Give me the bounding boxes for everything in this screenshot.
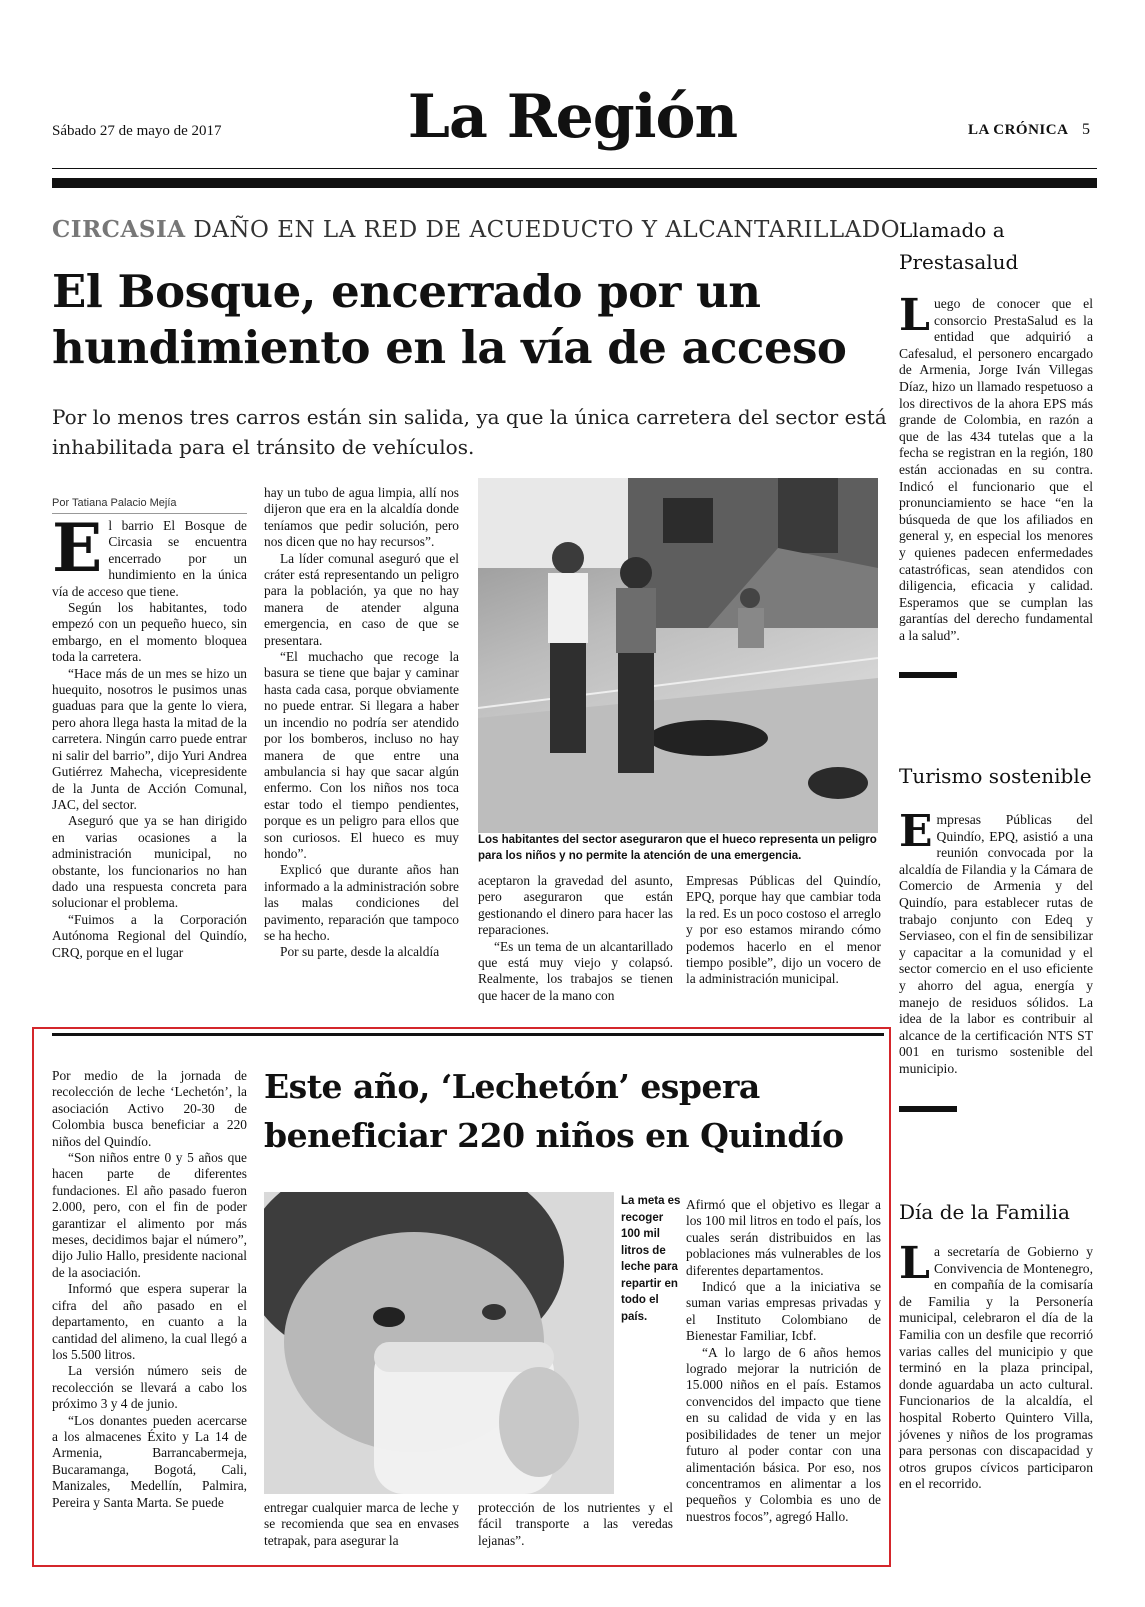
paragraph: Afirmó que el objetivo es llegar a los 100 mil litros en todo el país, los cuales serán distribuidos en las poblaciones más vulnerables de los diferentes departamentos. [686,1197,881,1278]
brief-end-bar [899,1106,957,1112]
brief-text: a secretaría de Gobierno y Convivencia de Montenegro, en compañía de la comisaría de Familia y la Personería municipal, celebraron el día de la Familia con un desfile que recorrió varias calles del municipio y que terminó en la plaza principal, donde aguardaba un acto cultural. Funcionarios de la alcaldía, el hospital Roberto Quintero Villa, jóvenes y niños de los programas para personas con discapacidad y otros grupos cívicos participaron en el recorrido. [899,1244,1093,1492]
lecheton-column-4 [686,1197,881,1525]
lecheton-column-1 [52,1068,247,1511]
sinkhole-photo-illustration [478,478,878,833]
sinkhole-photo-caption: Los habitantes del sector aseguraron que el hueco representa un peligro para los niños y no permite la atención de una emergencia. [478,834,877,862]
paragraph: “A lo largo de 6 años hemos logrado mejorar la nutrición de 15.000 niños en el país. Estamos convencidos del impacto que tiene en su calidad de vida y en las posibilidades de tener un mejor futuro al poder contar con una alimentación básica. Por eso, nos concentramos en alimentar a los pequeños y Colombia es uno de nuestros focos”, agregó Hallo. [686,1344,881,1524]
main-column-3 [478,873,673,1004]
sinkhole-photo [478,478,878,833]
brief-title: Día de la Familia [899,1200,1070,1224]
kicker-place: CIRCASIA [52,216,186,243]
drop-cap: L [899,1238,930,1289]
section-title: La Región [407,82,738,152]
paragraph: entregar cualquier marca de leche y se recomienda que sea en envases tetrapak, para asegurar la [264,1500,459,1548]
page-number: 5 [1082,121,1090,138]
main-column-2 [264,485,459,961]
paragraph: Empresas Públicas del Quindío, EPQ, porque hay que cambiar toda la red. Es un poco costoso el arreglo y por eso estamos mirando cómo podemos hacerlo en el menor tiempo posible”, dijo un vocero de la administración municipal. [686,873,881,987]
drop-cap: L [899,290,930,341]
paragraph: “Hace más de un mes se hizo un huequito, nosotros le pusimos unas guaduas para que la gente lo viera, pero ahora llega hasta la mitad de la carretera. Ningún carro puede entrar ni salir del barrio”, dijo Yuri Andrea Gutiérrez Mahecha, vicepresidente de la Junta de Acción Comunal, JAC, del sector. [52,665,247,812]
paragraph: Por su parte, desde la alcaldía [280,944,440,960]
paragraph: Según los habitantes, todo empezó con un pequeño hueco, sin embargo, en el momento bloquea toda la carretera. [52,600,247,665]
paragraph: “Son niños entre 0 y 5 años que hacen parte de diferentes fundaciones. El año pasado fueron 2.000, pero, con el fin de poder garantizar el alimento por más meses, decidimos bajar el número”, dijo Julio Hallo, presidente nacional de la asociación. [52,1150,247,1280]
main-headline: El Bosque, encerrado por un hundimiento en la vía de acceso [52,265,847,374]
masthead-rule-thin [52,168,1097,169]
brief-body [899,1238,1093,1493]
brief-body [899,806,1093,1078]
main-deck: Por lo menos tres carros están sin salida, ya que la única carretera del sector está inhabilitada para el tránsito de vehículos. [52,405,887,459]
paragraph: “Fuimos a la Corporación Autónoma Regional del Quindío, CRQ, porque en el lugar [52,911,247,960]
paragraph: aceptaron la gravedad del asunto, pero aseguraron que están gestionando el dinero para hacer las reparaciones. [478,873,673,938]
sidebar-brief-turismo [899,760,1093,1112]
newspaper-name: LA CRÓNICA [968,122,1069,138]
paragraph: “Es un tema de un alcantarillado que está muy viejo y colapsó. Realmente, los trabajos se tienen que hacer de la mano con [478,938,673,1003]
story-kicker [52,216,900,243]
lecheton-column-2 [264,1500,459,1549]
paragraph: protección de los nutrientes y el fácil transporte a las veredas lejanas”. [478,1500,673,1548]
drop-cap: E [899,806,933,857]
paragraph: La versión número seis de recolección se llevará a cabo los próximo 3 y 4 de junio. [52,1363,247,1412]
paragraph: Explicó que durante años han informado a la administración sobre las malas condiciones del pavimento, reparación que tampoco se ha hecho. [264,862,459,943]
lecheton-column-3 [478,1500,673,1549]
main-column-4 [686,873,881,988]
paragraph: l barrio El Bosque de Circasia se encuentra encerrado por un hundimiento en la única vía de acceso que tiene. [52,518,247,599]
paragraph: Indicó que a la iniciativa se suman varias empresas privadas y el Instituto Colombiano de Bienestar Familiar, Icbf. [686,1279,881,1344]
brief-title: Turismo sostenible [899,764,1092,788]
sidebar-brief-familia [899,1196,1093,1493]
masthead-rule-thick [52,178,1097,188]
paragraph: “Los donantes pueden acercarse a los almacenes Éxito y La 14 de Armenia, Barrancabermeja, Bucaramanga, Bogotá, Cali, Manizales, Medellín, Palmira, Pereira y Santa Marta. Se puede [52,1412,247,1510]
paragraph: La líder comunal aseguró que el cráter está representando un peligro para la población, ya que no hay manera de atender alguna emergencia, en caso de que se presentara. [264,550,459,648]
sidebar-brief-prestasalud [899,214,1093,678]
byline: Por Tatiana Palacio Mejía [52,497,247,514]
brief-end-bar [899,672,957,678]
paragraph: Aseguró que ya se han dirigido en varias ocasiones a la administración municipal, no obstante, los funcionarios no han dado una respuesta concreta para solucionar el problema. [52,813,247,911]
paragraph: hay un tubo de agua limpia, allí nos dijeron que era en la alcaldía donde teníamos que pedir solución, pero nos dicen que no hay recursos”. [264,485,459,550]
brief-body [899,290,1093,644]
kicker-topic: DAÑO EN LA RED DE ACUEDUCTO Y ALCANTARILLADO [193,217,901,243]
drop-cap: E [52,509,103,587]
main-column-1 [52,509,247,961]
child-drinking-milk-photo [264,1192,614,1494]
lecheton-headline: Este año, ‘Lechetón’ espera beneficiar 220 niños en Quindío [264,1067,844,1155]
milk-photo-illustration [264,1192,614,1494]
milk-photo-caption: La meta es recoger 100 mil litros de leche para repartir en todo el país. [621,1195,681,1323]
paragraph: “El muchacho que recoge la basura se tiene que bajar y caminar hasta cada casa, porque obviamente no puede entrar. Si llegara a haber un incendio no podría ser atendido por los bomberos, incluso no hay manera de que entre una ambulancia si hay que sacar algún enfermo. Con los niños nos toca estar todo el tiempo pendientes, porque es un peligro para ellos que son curiosos. El hueco es muy hondo”. [264,649,459,861]
brief-title: Llamado a Prestasalud [899,218,1019,274]
paragraph: Por medio de la jornada de recolección de leche ‘Lechetón’, la asociación Activo 20-30 de Colombia busca beneficiar a 220 niños del Quindío. [52,1068,247,1149]
brief-text: mpresas Públicas del Quindío, EPQ, asistió a una reunión convocada por la alcaldía de Filandia y la Cámara de Comercio de Armenia y del Quindío, para establecer rutas de trabajo conjunto con Edeq y Serviaseo, con el fin de sensibilizar y capacitar a la comunidad y el sector comercio en el uso eficiente y ahorro del agua, energía y manejo de residuos sólidos. La idea de la labor es contribuir al alcance de la certificación NTS ST 001 en turismo sostenible del municipio. [899,812,1093,1076]
brief-text: uego de conocer que el consorcio PrestaSalud es la entidad que adquirió a Cafesalud, el personero encargado de Armenia, Jorge Iván Villegas Díaz, hizo un llamado respetuoso a los directivos de la ahora EPS más grande de Colombia, en razón a que de las 434 tutelas que a la fecha se registran en la región, 180 están accionadas en su contra. Indicó el funcionario que el pronunciamiento se hace “en la búsqueda de que los afiliados en general y, en especial los menores y quienes padecen enfermedades catastróficas, sean atendidos con diligencia, eficacia y calidad. Esperamos que se cumplan las garantías del derecho fundamental a la salud”. [899,296,1093,643]
issue-date: Sábado 27 de mayo de 2017 [52,123,222,139]
paragraph: Informó que espera superar la cifra del año pasado en el departamento, en cuanto a la cantidad del alimeno, la cual llegó a los 5.500 litros. [52,1281,247,1362]
